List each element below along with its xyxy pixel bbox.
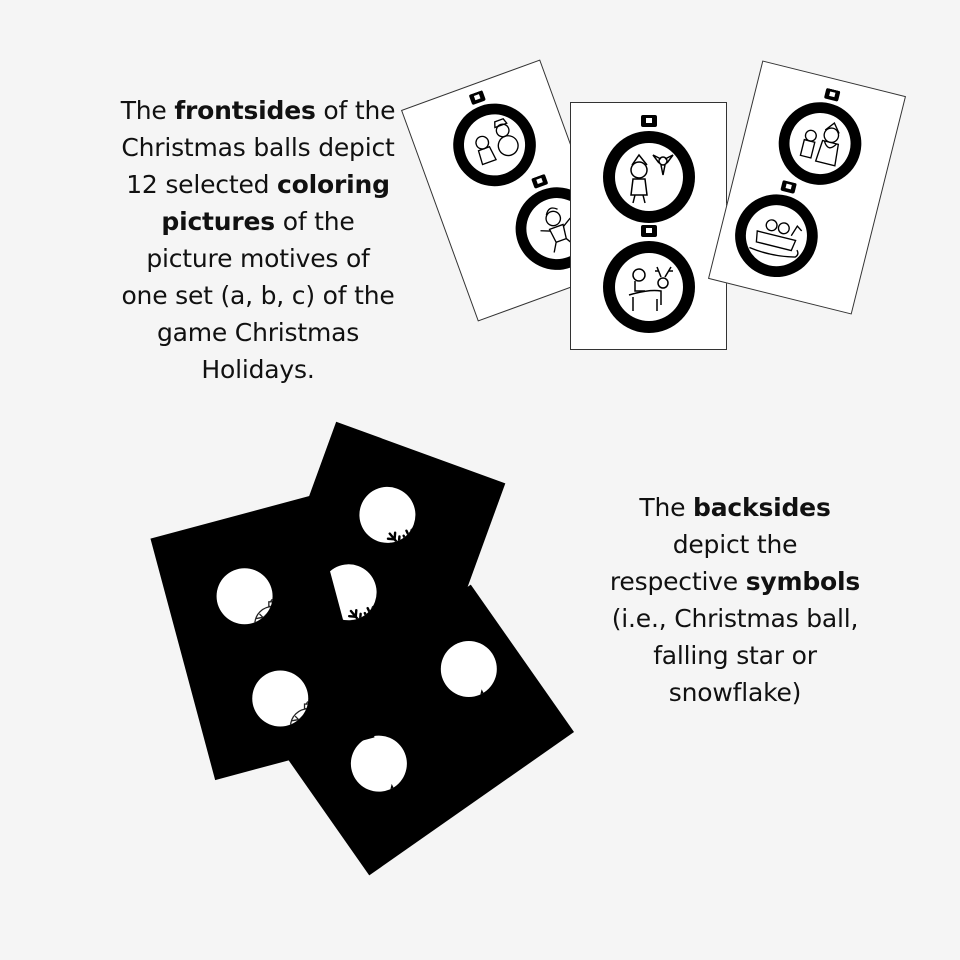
christmas-ball-icon [217,568,273,624]
caption-text: 12 selected [126,170,278,199]
caption-emphasis: coloring [277,170,390,199]
caption-emphasis: pictures [161,207,275,236]
caption-line: falling star or [653,641,817,670]
caption-emphasis: symbols [745,567,861,596]
falling-star-icon [441,641,497,697]
caption-emphasis: frontsides [174,96,316,125]
caption-line: Christmas balls depict [121,133,395,162]
caption-line: depict the [672,530,798,559]
caption-text: of the [274,207,355,236]
caption-text: respective [609,567,746,596]
caption-line: game Christmas [156,318,360,347]
caption-text: The [639,493,694,522]
caption-emphasis: backsides [693,493,831,522]
backsides-caption [590,489,880,711]
children-in-sleigh-icon [721,171,834,296]
girl-with-fairy-icon [599,115,699,233]
front-card-middle [570,102,727,350]
caption-text: of the [315,96,396,125]
caption-line: picture motives of [146,244,370,273]
caption-line: (i.e., Christmas ball, [611,604,859,633]
frontsides-caption [98,92,418,388]
christmas-ball-icon [252,670,308,726]
front-card-right [708,60,906,314]
child-riding-reindeer-icon [599,225,699,343]
caption-line: Holidays. [201,355,315,384]
caption-text: The [120,96,175,125]
falling-star-icon [351,736,407,792]
snowflake-icon [352,479,424,551]
caption-line: snowflake) [668,678,802,707]
caption-line: one set (a, b, c) of the [121,281,395,310]
